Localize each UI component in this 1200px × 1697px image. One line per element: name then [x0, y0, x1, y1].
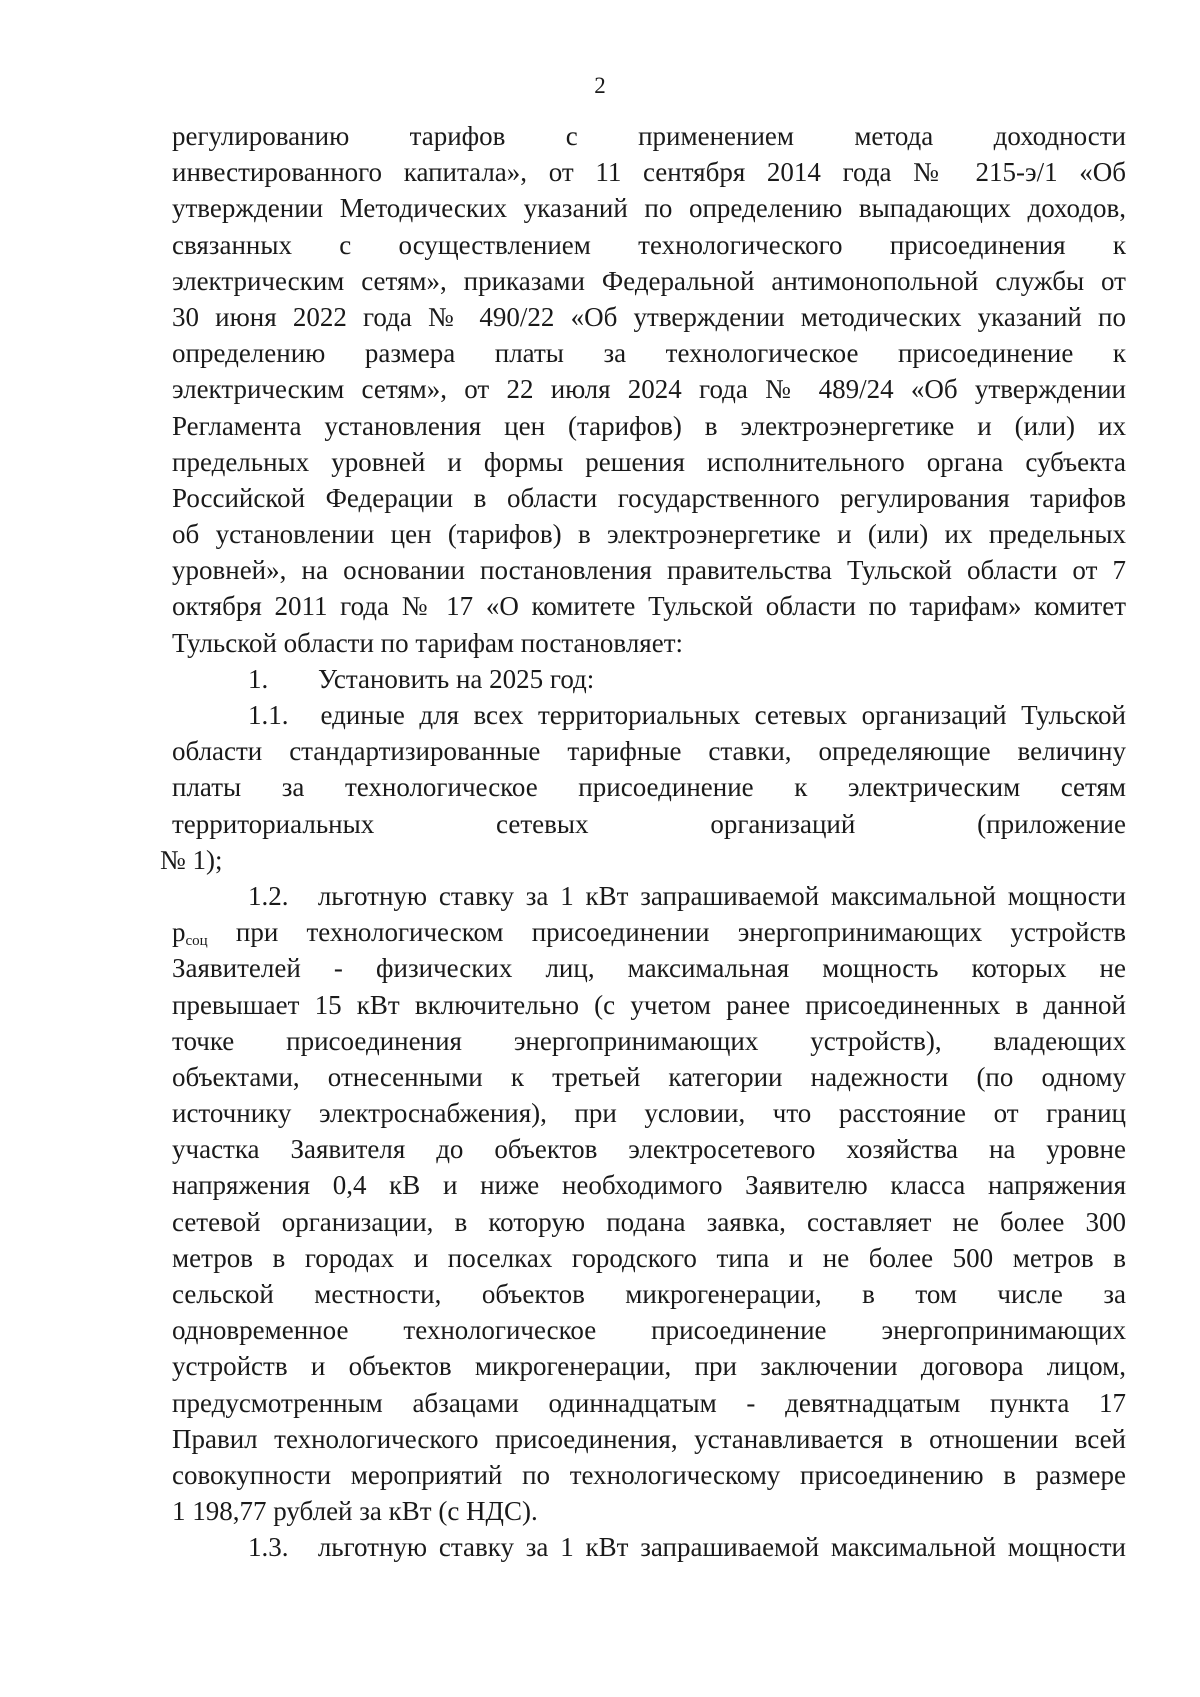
document-body	[160, 118, 1127, 1566]
intro-line: электрическим сетям», приказами Федеральной антимонопольной службы от	[172, 265, 1126, 296]
item-1-2-line: напряжения 0,4 кВ и ниже необходимого Заявителю класса напряжения	[172, 1170, 1126, 1201]
intro-line: регулированию тарифов с применением метода доходности	[172, 121, 1126, 151]
item-1-text: Установить на 2025 год:	[318, 663, 595, 694]
item-1-1-last-line: № 1);	[160, 844, 223, 875]
item-1-number: 1.	[248, 663, 269, 694]
intro-line: 30 июня 2022 года № 490/22 «Об утверждении методических указаний по	[172, 301, 1126, 332]
item-1-2-number: 1.2.	[248, 880, 289, 911]
item-1-2-line: Правил технологического присоединения, устанавливается в отношении всей	[172, 1423, 1126, 1454]
item-1-2-line: превышает 15 кВт включительно (с учетом ранее присоединенных в данной	[172, 989, 1126, 1020]
item-1-2-line: источнику электроснабжения), при условии, что расстояние от границ	[172, 1098, 1126, 1129]
intro-line: электрическим сетям», от 22 июля 2024 года № 489/24 «Об утверждении	[172, 374, 1126, 405]
item-1-2-first-line	[172, 878, 1126, 914]
intro-line: связанных с осуществлением технологического присоединения к	[172, 229, 1126, 260]
item-1-1-number: 1.1.	[248, 700, 289, 730]
item-1-1-line: территориальных сетевых организаций (приложение	[172, 808, 1126, 839]
item-1-2-line: совокупности мероприятий по технологическому присоединению в размере	[172, 1459, 1126, 1490]
intro-line: Российской Федерации в области государственного регулирования тарифов	[172, 482, 1126, 513]
intro-line: определению размера платы за технологическое присоединение к	[172, 338, 1126, 369]
item-1-2-line: сетевой организации, в которую подана заявка, составляет не более 300	[172, 1206, 1126, 1237]
p-soc-main: p	[172, 917, 186, 948]
item-1-2-line: участка Заявителя до объектов электросетевого хозяйства на уровне	[172, 1134, 1126, 1165]
intro-line: октября 2011 года № 17 «О комитете Тульской области по тарифам» комитет	[172, 591, 1126, 622]
item-1-3	[172, 1529, 1126, 1565]
intro-line: предельных уровней и формы решения исполнительного органа субъекта	[172, 446, 1126, 477]
intro-line: Регламента установления цен (тарифов) в электроэнергетике и (или) их	[172, 410, 1126, 441]
item-1-2-line: предусмотренным абзацами одиннадцатым - девятнадцатым пункта 17	[172, 1387, 1126, 1418]
item-1-1-line: платы за технологическое присоединение к электрическим сетям	[172, 772, 1126, 803]
item-1-2-line: точке присоединения энергопринимающих устройств), владеющих	[172, 1025, 1126, 1056]
item-1-1-line: области стандартизированные тарифные ставки, определяющие величину	[172, 736, 1126, 767]
intro-line: инвестированного капитала», от 11 сентября 2014 года № 215-э/1 «Об	[172, 157, 1126, 188]
intro-paragraph	[172, 118, 1126, 661]
item-1-1-first-line	[172, 697, 1126, 733]
p-soc-subscript: соц	[185, 933, 208, 950]
intro-line: Тульской области по тарифам постановляет:	[172, 627, 683, 658]
item-1-2-line: объектами, отнесенными к третьей категории надежности (по одному	[172, 1061, 1126, 1092]
item-1-2-lines	[172, 950, 1126, 1529]
item-1-2-line: Заявителей - физических лиц, максимальная мощность которых не	[172, 953, 1126, 984]
item-1	[172, 661, 1126, 697]
intro-line: об установлении цен (тарифов) в электроэнергетике и (или) их предельных	[172, 519, 1126, 550]
item-1-3-first-line	[172, 1529, 1126, 1565]
item-1-2-line: одновременное технологическое присоединение энергопринимающих	[172, 1315, 1126, 1346]
item-1-2-line: устройств и объектов микрогенерации, при заключении договора лицом,	[172, 1351, 1126, 1382]
p-soc-symbol	[172, 917, 208, 950]
item-1-1-first-text: единые для всех территориальных сетевых организаций Тульской	[320, 700, 1127, 730]
page-number: 2	[594, 73, 606, 98]
item-1-1-lines	[172, 733, 1126, 842]
item-1-2-line: сельской местности, объектов микрогенерации, в том числе за	[172, 1279, 1126, 1309]
item-1-2-line: 1 198,77 рублей за кВт (с НДС).	[172, 1496, 538, 1527]
item-1-1	[160, 697, 1127, 878]
item-1-2	[172, 878, 1126, 1529]
item-1-3-first-text: льготную ставку за 1 кВт запрашиваемой максимальной мощности	[317, 1532, 1127, 1563]
item-1-2-first-text: льготную ставку за 1 кВт запрашиваемой максимальной мощности	[317, 880, 1127, 911]
intro-line: утверждении Методических указаний по определению выпадающих доходов,	[172, 193, 1126, 224]
item-1-2-second-line	[172, 914, 1126, 950]
intro-line: уровней», на основании постановления правительства Тульской области от 7	[172, 555, 1126, 586]
item-1-2-second-text: при технологическом присоединении энергопринимающих устройств	[235, 917, 1126, 948]
item-1-3-number: 1.3.	[248, 1532, 289, 1563]
item-1-2-line: метров в городах и поселках городского типа и не более 500 метров в	[172, 1242, 1126, 1273]
